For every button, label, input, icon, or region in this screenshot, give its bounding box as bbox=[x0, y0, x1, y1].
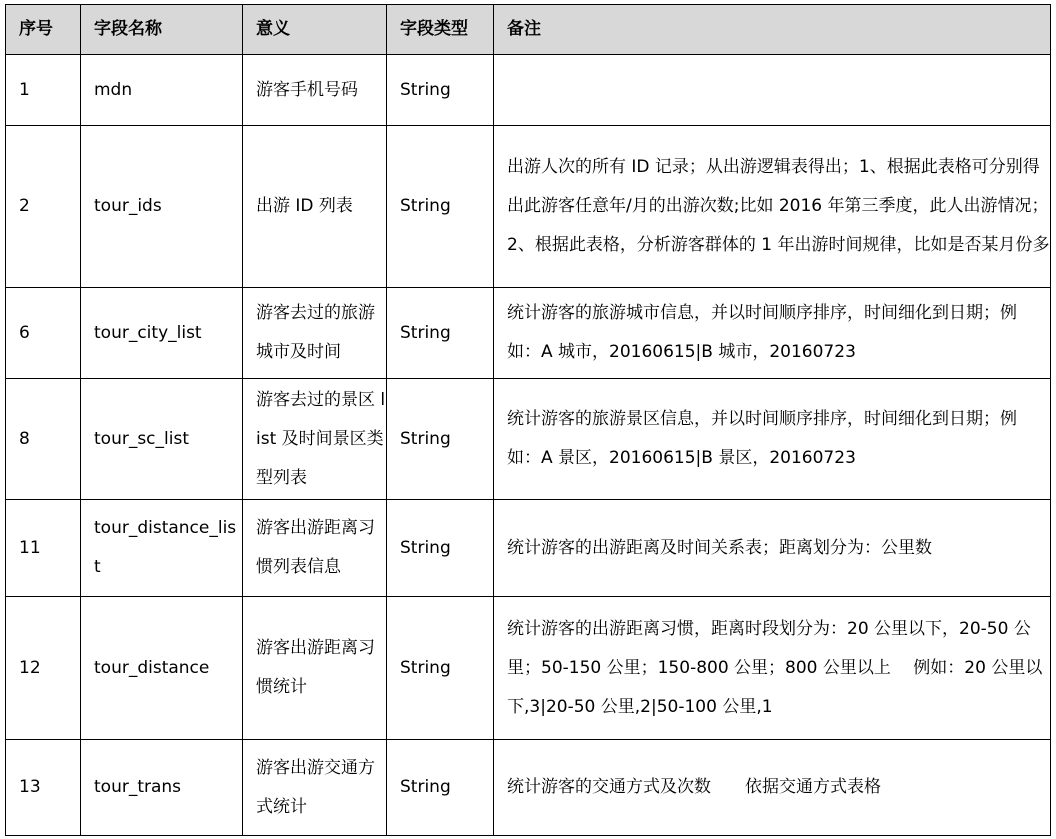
cell-seq: 1 bbox=[6, 55, 81, 126]
cell-seq: 8 bbox=[6, 379, 81, 500]
header-field-type: 字段类型 bbox=[387, 5, 494, 55]
cell-seq: 12 bbox=[6, 597, 81, 740]
cell-field-name: tour_distance_list bbox=[81, 500, 243, 597]
cell-field-name: tour_distance bbox=[81, 597, 243, 740]
cell-meaning: 游客出游交通方式统计 bbox=[243, 740, 387, 836]
header-meaning: 意义 bbox=[243, 5, 387, 55]
cell-meaning: 游客手机号码 bbox=[243, 55, 387, 126]
cell-field-type: String bbox=[387, 379, 494, 500]
cell-field-type: String bbox=[387, 597, 494, 740]
cell-meaning: 出游 ID 列表 bbox=[243, 126, 387, 288]
cell-field-name: tour_ids bbox=[81, 126, 243, 288]
cell-field-type: String bbox=[387, 126, 494, 288]
cell-field-type: String bbox=[387, 55, 494, 126]
header-seq: 序号 bbox=[6, 5, 81, 55]
cell-remark: 统计游客的出游距离及时间关系表；距离划分为：公里数 bbox=[494, 500, 1051, 597]
field-definition-table bbox=[5, 4, 1051, 836]
cell-field-name: tour_trans bbox=[81, 740, 243, 836]
cell-meaning: 游客去过的旅游城市及时间 bbox=[243, 288, 387, 379]
cell-remark bbox=[494, 55, 1051, 126]
table-row bbox=[6, 379, 1051, 500]
cell-field-name: tour_sc_list bbox=[81, 379, 243, 500]
cell-meaning: 游客出游距离习惯列表信息 bbox=[243, 500, 387, 597]
cell-seq: 11 bbox=[6, 500, 81, 597]
table-row bbox=[6, 288, 1051, 379]
cell-remark: 统计游客的旅游城市信息，并以时间顺序排序，时间细化到日期；例如：A 城市，20160615|B 城市，20160723 bbox=[494, 288, 1051, 379]
cell-meaning: 游客出游距离习惯统计 bbox=[243, 597, 387, 740]
cell-field-name: tour_city_list bbox=[81, 288, 243, 379]
header-remark: 备注 bbox=[494, 5, 1051, 55]
table-row bbox=[6, 500, 1051, 597]
table-row bbox=[6, 740, 1051, 836]
cell-meaning: 游客去过的景区 list 及时间景区类型列表 bbox=[243, 379, 387, 500]
cell-field-type: String bbox=[387, 740, 494, 836]
header-field-name: 字段名称 bbox=[81, 5, 243, 55]
table-row bbox=[6, 55, 1051, 126]
cell-remark: 统计游客的出游距离习惯，距离时段划分为：20 公里以下，20-50 公里；50-150 公里；150-800 公里；800 公里以上 例如：20 公里以下,3|20-50 公里,2|50-100 公里,1 bbox=[494, 597, 1051, 740]
cell-remark: 统计游客的交通方式及次数 依据交通方式表格 bbox=[494, 740, 1051, 836]
table-row bbox=[6, 126, 1051, 288]
cell-field-name: mdn bbox=[81, 55, 243, 126]
cell-seq: 2 bbox=[6, 126, 81, 288]
cell-field-type: String bbox=[387, 500, 494, 597]
table-row bbox=[6, 597, 1051, 740]
cell-field-type: String bbox=[387, 288, 494, 379]
cell-seq: 6 bbox=[6, 288, 81, 379]
cell-remark: 统计游客的旅游景区信息，并以时间顺序排序，时间细化到日期；例如：A 景区，20160615|B 景区，20160723 bbox=[494, 379, 1051, 500]
cell-remark: 出游人次的所有 ID 记录；从出游逻辑表得出；1、根据此表格可分别得出此游客任意年/月的出游次数;比如 2016 年第三季度，此人出游情况；2、根据此表格，分析游客群体的 1 年出游时间规律，比如是否某月份多 bbox=[494, 126, 1051, 288]
header-row bbox=[6, 5, 1051, 55]
cell-seq: 13 bbox=[6, 740, 81, 836]
